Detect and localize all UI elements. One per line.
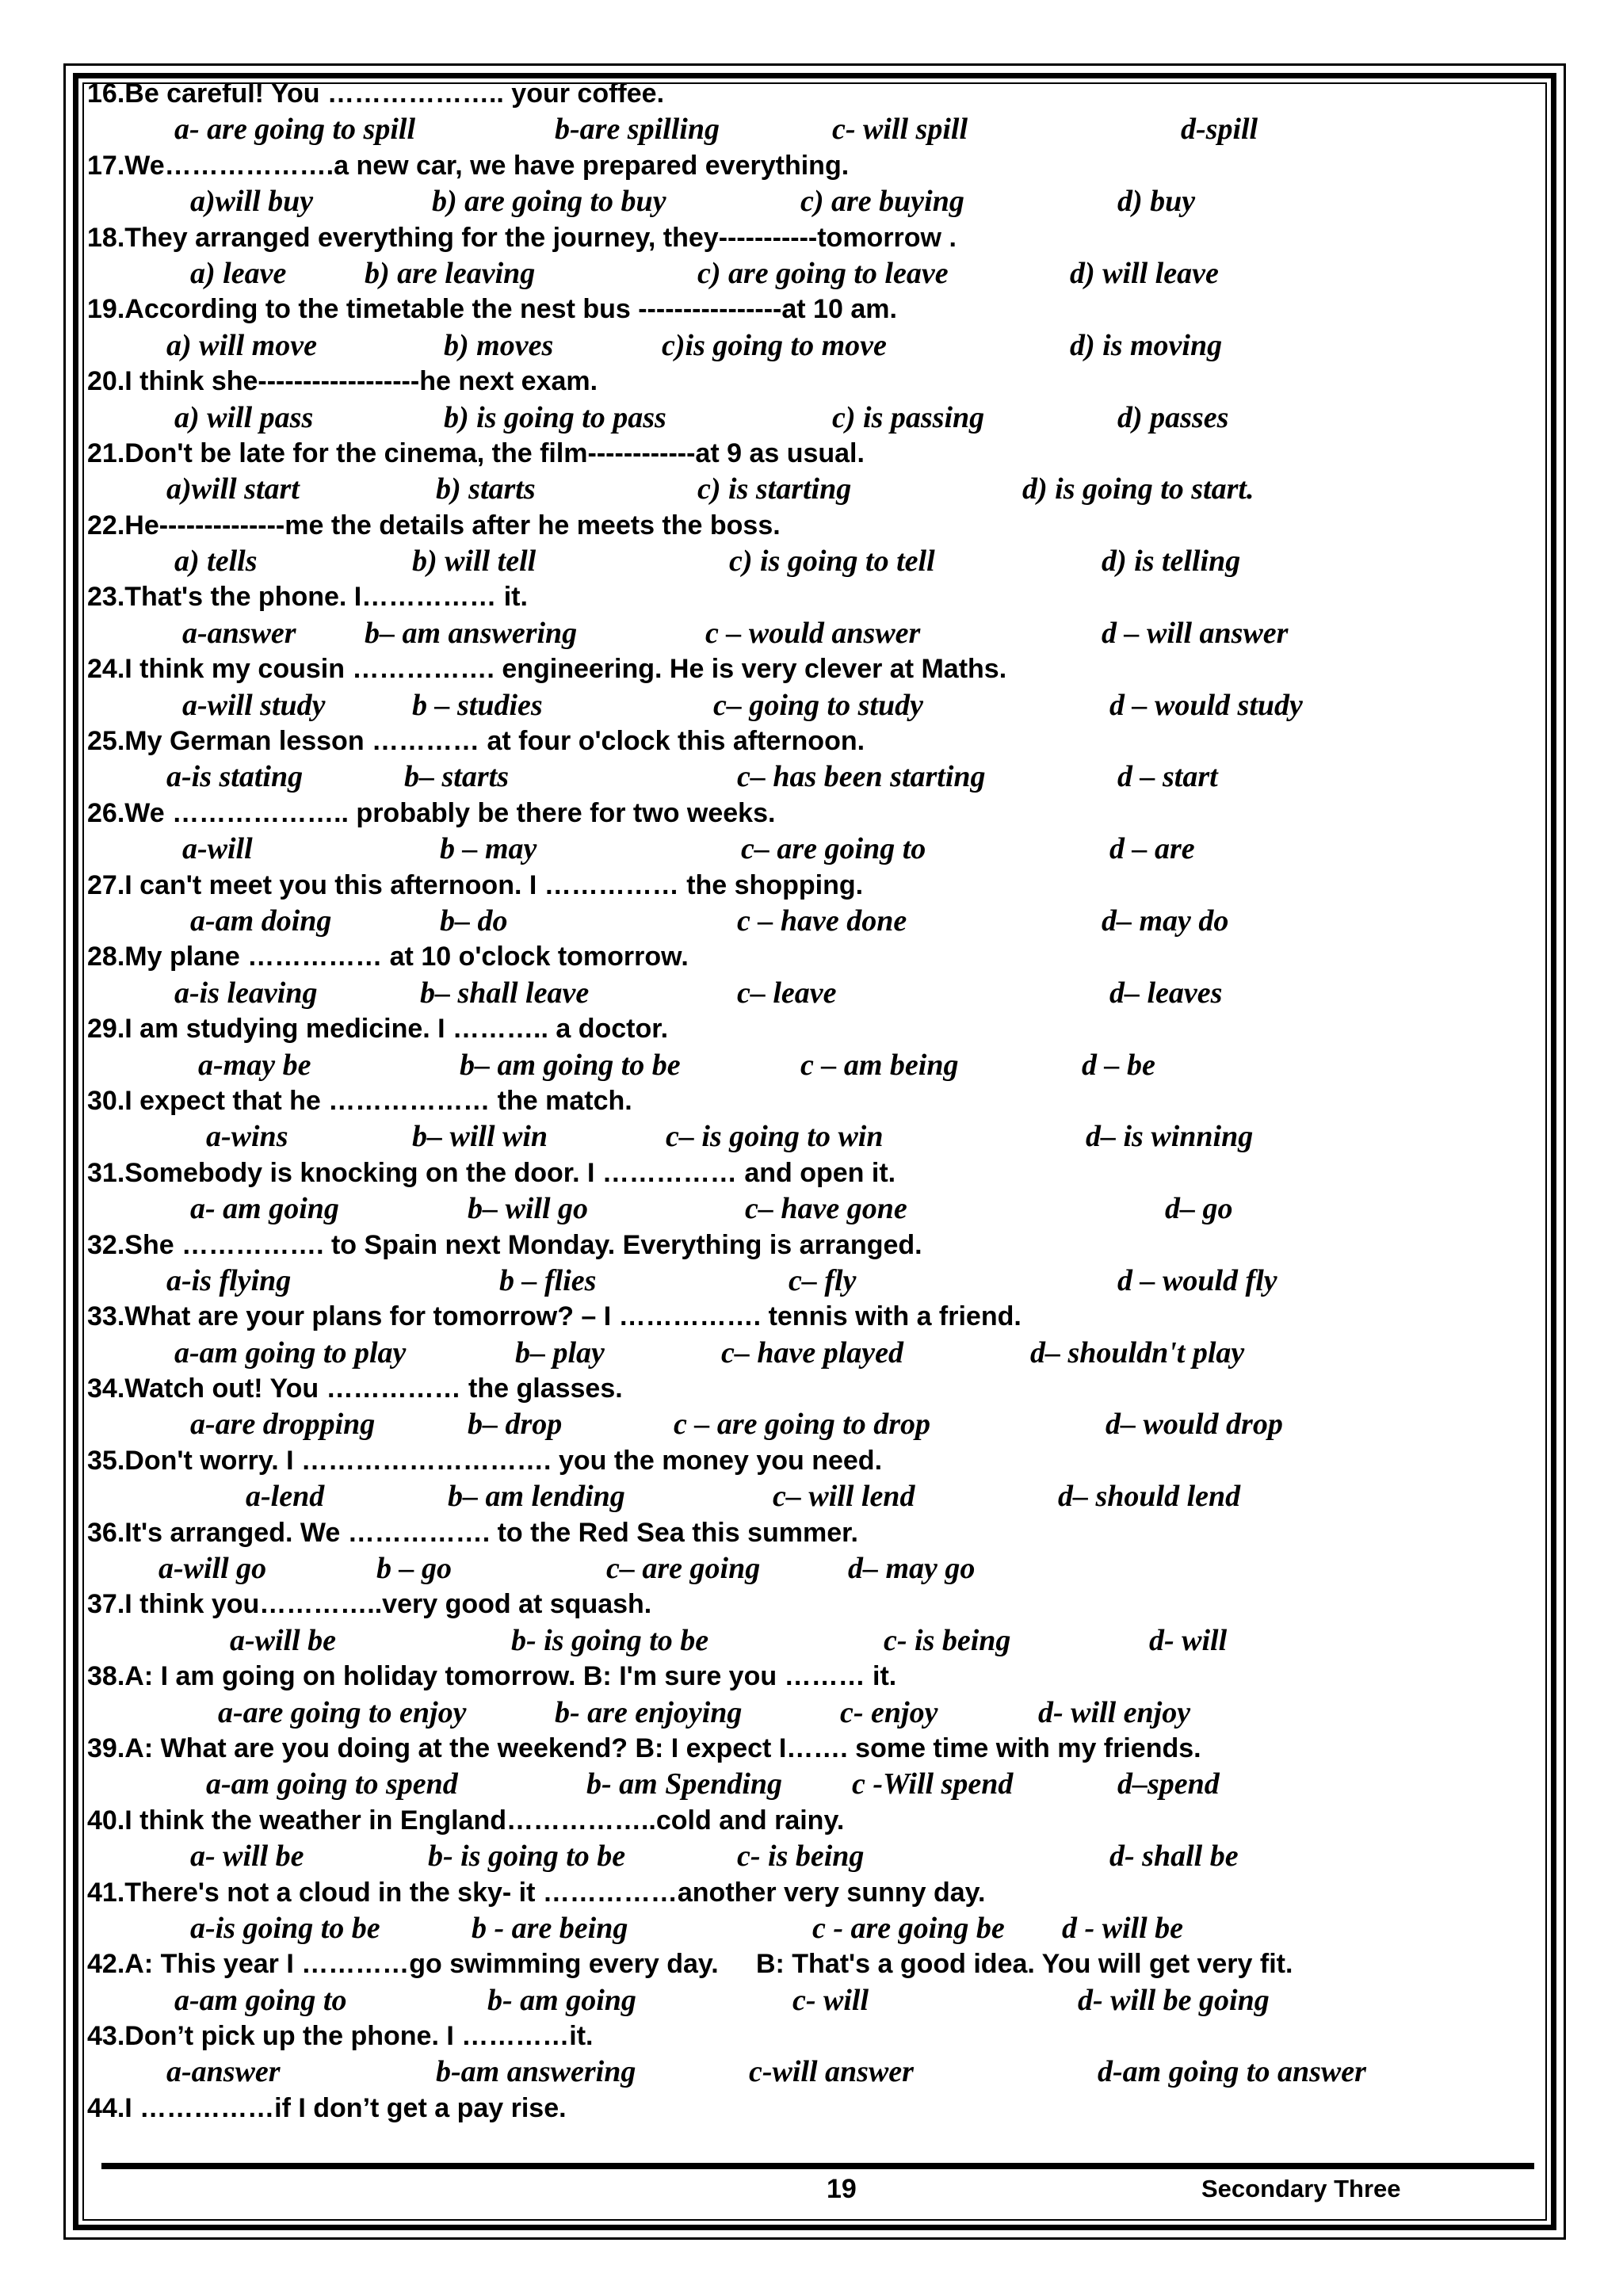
answer-option: b- is going to be bbox=[428, 1839, 626, 1874]
answer-options bbox=[87, 544, 1537, 579]
answer-option: a-am going to bbox=[174, 1983, 347, 2017]
answer-option: d– may go bbox=[848, 1552, 976, 1586]
answer-option: a-am going to play bbox=[174, 1335, 407, 1370]
answer-option: a-will study bbox=[182, 688, 326, 722]
answer-option: b– will win bbox=[412, 1120, 548, 1154]
answer-option: a-is flying bbox=[166, 1263, 292, 1297]
question-stem: 42.A: This year I …………go swimming every day. B: That's a good idea. You will get very fit. bbox=[87, 1949, 1293, 1980]
answer-option: c- enjoy bbox=[840, 1695, 938, 1729]
answer-option: b- am going bbox=[487, 1983, 636, 2017]
question-item bbox=[87, 724, 1537, 796]
question-item bbox=[87, 868, 1537, 940]
answer-option: b – flies bbox=[499, 1263, 597, 1297]
answer-options bbox=[87, 976, 1537, 1011]
answer-option: d) is moving bbox=[1070, 328, 1223, 362]
question-item bbox=[87, 1515, 1537, 1587]
question-item bbox=[87, 1875, 1537, 1947]
answer-option: d – will answer bbox=[1102, 616, 1289, 650]
answer-options bbox=[87, 400, 1537, 436]
answer-options bbox=[87, 831, 1537, 867]
answer-option: d) is going to start. bbox=[1022, 472, 1254, 506]
answer-option: d) will leave bbox=[1070, 256, 1219, 290]
answer-option: b) is going to pass bbox=[444, 400, 666, 434]
question-stem: 20.I think she------------------he next exam. bbox=[87, 366, 598, 397]
question-stem: 38.A: I am going on holiday tomorrow. B: I'm sure you ……… it. bbox=[87, 1661, 897, 1692]
question-stem: 29.I am studying medicine. I ……….. a doctor. bbox=[87, 1014, 669, 1045]
answer-option: a- am going bbox=[190, 1192, 339, 1226]
answer-option: c – would answer bbox=[705, 616, 921, 650]
answer-options bbox=[87, 2054, 1537, 2090]
answer-option: d) buy bbox=[1117, 185, 1196, 219]
question-stem: 43.Don’t pick up the phone. I …………it. bbox=[87, 2021, 594, 2052]
answer-option: b– drop bbox=[468, 1408, 563, 1442]
answer-options bbox=[87, 759, 1537, 795]
question-stem: 26.We ……………….. probably be there for two weeks. bbox=[87, 797, 776, 828]
answer-options bbox=[87, 1191, 1537, 1227]
question-item bbox=[87, 292, 1537, 364]
question-item bbox=[87, 1083, 1537, 1156]
question-stem: 41.There's not a cloud in the sky- it ……………another very sunny day. bbox=[87, 1877, 986, 1908]
question-item bbox=[87, 2019, 1537, 2091]
answer-option: c -Will spend bbox=[852, 1767, 1014, 1801]
question-item bbox=[87, 76, 1537, 148]
answer-option: c– will lend bbox=[773, 1480, 915, 1514]
question-item bbox=[87, 1371, 1537, 1443]
page-number: 19 bbox=[827, 2174, 857, 2204]
question-item bbox=[87, 1731, 1537, 1803]
answer-option: d- will enjoy bbox=[1038, 1695, 1191, 1729]
answer-option: c – have done bbox=[737, 904, 907, 938]
answer-option: b– will go bbox=[468, 1192, 589, 1226]
question-stem: 36.It's arranged. We ……………. to the Red Sea this summer. bbox=[87, 1517, 858, 1548]
answer-option: c- is being bbox=[884, 1623, 1011, 1657]
question-stem: 30.I expect that he ……………… the match. bbox=[87, 1085, 632, 1116]
answer-option: a-will be bbox=[230, 1623, 337, 1657]
question-item bbox=[87, 939, 1537, 1011]
answer-option: b – may bbox=[440, 832, 537, 866]
answer-option: c– are going to bbox=[741, 832, 926, 866]
answer-option: b– starts bbox=[404, 760, 509, 794]
answer-option: b– shall leave bbox=[420, 976, 590, 1010]
answer-options bbox=[87, 112, 1537, 147]
answer-option: c – are going to drop bbox=[674, 1408, 931, 1442]
answer-options bbox=[87, 1839, 1537, 1874]
answer-options bbox=[87, 328, 1537, 364]
answer-options bbox=[87, 1479, 1537, 1515]
answer-option: c-will answer bbox=[749, 2055, 914, 2089]
answer-option: b-am answering bbox=[436, 2055, 636, 2089]
question-item bbox=[87, 651, 1537, 724]
answer-options bbox=[87, 1263, 1537, 1299]
answer-option: a-are going to enjoy bbox=[218, 1695, 467, 1729]
answer-option: d – are bbox=[1109, 832, 1195, 866]
answer-option: b– am going to be bbox=[460, 1048, 681, 1082]
answer-option: a-wins bbox=[206, 1120, 288, 1154]
answer-option: c) are going to leave bbox=[697, 256, 949, 290]
question-item bbox=[87, 1156, 1537, 1228]
footer-rule bbox=[101, 2163, 1534, 2169]
answer-option: c) are buying bbox=[800, 185, 964, 219]
answer-option: d-spill bbox=[1181, 113, 1258, 147]
answer-options bbox=[87, 1551, 1537, 1587]
question-stem: 31.Somebody is knocking on the door. I …………… and open it. bbox=[87, 1157, 896, 1188]
answer-option: c – am being bbox=[800, 1048, 959, 1082]
answer-option: a-may be bbox=[198, 1048, 311, 1082]
answer-option: a)will start bbox=[166, 472, 300, 506]
answer-option: c– is going to win bbox=[666, 1120, 884, 1154]
answer-option: d - will be bbox=[1062, 1911, 1184, 1945]
answer-options bbox=[87, 1983, 1537, 2019]
question-stem: 24.I think my cousin ……………. engineering. He is very clever at Maths. bbox=[87, 654, 1007, 685]
answer-option: a) will move bbox=[166, 328, 317, 362]
question-item bbox=[87, 1803, 1537, 1875]
answer-option: a-lend bbox=[246, 1480, 325, 1514]
question-stem: 27.I can't meet you this afternoon. I …………… the shopping. bbox=[87, 869, 864, 900]
question-item bbox=[87, 148, 1537, 220]
answer-option: b- am Spending bbox=[586, 1767, 783, 1801]
question-item bbox=[87, 436, 1537, 508]
question-item bbox=[87, 364, 1537, 436]
answer-option: d – be bbox=[1082, 1048, 1155, 1082]
answer-option: d– should lend bbox=[1058, 1480, 1241, 1514]
answer-option: a-is leaving bbox=[174, 976, 318, 1010]
answer-options bbox=[87, 1335, 1537, 1371]
answer-options bbox=[87, 184, 1537, 220]
question-stem: 22.He--------------me the details after he meets the boss. bbox=[87, 510, 781, 541]
answer-option: a- will be bbox=[190, 1839, 304, 1874]
series-title: Secondary Three bbox=[1201, 2175, 1401, 2202]
answer-option: c– have played bbox=[721, 1335, 904, 1370]
question-item bbox=[87, 1443, 1537, 1515]
answer-option: a-is going to be bbox=[190, 1911, 380, 1945]
answer-option: a-am going to spend bbox=[206, 1767, 458, 1801]
answer-options bbox=[87, 1407, 1537, 1442]
answer-option: c– fly bbox=[789, 1263, 857, 1297]
answer-option: a-will go bbox=[158, 1552, 267, 1586]
answer-option: b) starts bbox=[436, 472, 536, 506]
question-stem: 19.According to the timetable the nest bus ----------------at 10 am. bbox=[87, 294, 897, 325]
answer-options bbox=[87, 1623, 1537, 1659]
question-stem: 34.Watch out! You …………… the glasses. bbox=[87, 1373, 623, 1404]
answer-option: b– am lending bbox=[448, 1480, 625, 1514]
answer-options bbox=[87, 904, 1537, 939]
question-stem: 32.She ……………. to Spain next Monday. Everything is arranged. bbox=[87, 1229, 922, 1260]
answer-option: d – would study bbox=[1109, 688, 1303, 722]
answer-option: b– am answering bbox=[365, 616, 578, 650]
answer-option: b - are being bbox=[472, 1911, 628, 1945]
question-item bbox=[87, 508, 1537, 580]
answer-option: d– may do bbox=[1102, 904, 1229, 938]
answer-option: d– leaves bbox=[1109, 976, 1223, 1010]
answer-option: d – would fly bbox=[1117, 1263, 1277, 1297]
question-item bbox=[87, 1011, 1537, 1083]
answer-option: b- is going to be bbox=[511, 1623, 709, 1657]
question-stem: 40.I think the weather in England……………..cold and rainy. bbox=[87, 1805, 845, 1836]
question-stem: 17.We……………….a new car, we have prepared everything. bbox=[87, 150, 850, 181]
answer-option: b- are enjoying bbox=[555, 1695, 743, 1729]
question-list bbox=[87, 76, 1537, 2126]
answer-option: b) moves bbox=[444, 328, 554, 362]
answer-option: b– play bbox=[515, 1335, 605, 1370]
answer-option: d- shall be bbox=[1109, 1839, 1239, 1874]
question-stem: 21.Don't be late for the cinema, the film------------at 9 as usual. bbox=[87, 437, 865, 468]
question-stem: 23.That's the phone. I…………… it. bbox=[87, 582, 528, 613]
answer-options bbox=[87, 1911, 1537, 1946]
question-item bbox=[87, 1299, 1537, 1371]
answer-option: a-is stating bbox=[166, 760, 304, 794]
question-item bbox=[87, 579, 1537, 651]
answer-option: c) is going to tell bbox=[729, 544, 935, 579]
answer-options bbox=[87, 1695, 1537, 1731]
answer-option: c– are going bbox=[606, 1552, 761, 1586]
answer-option: c– leave bbox=[737, 976, 837, 1010]
answer-option: a)will buy bbox=[190, 185, 314, 219]
question-item bbox=[87, 1228, 1537, 1300]
answer-option: d – start bbox=[1117, 760, 1218, 794]
answer-options bbox=[87, 256, 1537, 292]
answer-option: d–spend bbox=[1117, 1767, 1220, 1801]
question-stem: 25.My German lesson ………… at four o'clock this afternoon. bbox=[87, 726, 865, 757]
question-stem: 37.I think you…………..very good at squash. bbox=[87, 1589, 652, 1620]
question-item bbox=[87, 220, 1537, 292]
answer-option: d) passes bbox=[1117, 400, 1229, 434]
question-stem: 35.Don't worry. I ………………………. you the money you need. bbox=[87, 1445, 883, 1476]
question-item bbox=[87, 1946, 1537, 2019]
answer-options bbox=[87, 472, 1537, 507]
answer-option: c- is being bbox=[737, 1839, 865, 1874]
answer-option: a- are going to spill bbox=[174, 113, 416, 147]
answer-option: c- will spill bbox=[832, 113, 968, 147]
answer-option: c) is passing bbox=[832, 400, 985, 434]
answer-option: d) is telling bbox=[1102, 544, 1241, 579]
answer-options bbox=[87, 616, 1537, 651]
question-stem: 18.They arranged everything for the journey, they-----------tomorrow . bbox=[87, 222, 957, 253]
answer-option: b) will tell bbox=[412, 544, 537, 579]
question-stem: 33.What are your plans for tomorrow? – I ……………. tennis with a friend. bbox=[87, 1301, 1022, 1332]
answer-options bbox=[87, 1767, 1537, 1802]
answer-option: d- will bbox=[1149, 1623, 1228, 1657]
answer-option: c) is starting bbox=[697, 472, 852, 506]
answer-option: c– going to study bbox=[713, 688, 923, 722]
answer-option: d- will be going bbox=[1078, 1983, 1270, 2017]
answer-option: b – go bbox=[376, 1552, 452, 1586]
answer-option: c– have gone bbox=[745, 1192, 907, 1226]
answer-option: b) are going to buy bbox=[432, 185, 666, 219]
answer-option: d– shouldn't play bbox=[1030, 1335, 1245, 1370]
question-item bbox=[87, 2091, 1537, 2126]
answer-option: b-are spilling bbox=[555, 113, 720, 147]
answer-option: b– do bbox=[440, 904, 508, 938]
answer-option: d– go bbox=[1165, 1192, 1233, 1226]
question-stem: 28.My plane …………… at 10 o'clock tomorrow. bbox=[87, 942, 689, 972]
question-stem: 44.I ……………if I don’t get a pay rise. bbox=[87, 2092, 567, 2123]
answer-options bbox=[87, 1048, 1537, 1083]
answer-option: c - are going be bbox=[812, 1911, 1005, 1945]
question-stem: 16.Be careful! You ……………….. your coffee. bbox=[87, 78, 665, 109]
answer-options bbox=[87, 688, 1537, 724]
answer-option: c– has been starting bbox=[737, 760, 986, 794]
question-item bbox=[87, 796, 1537, 868]
question-stem: 39.A: What are you doing at the weekend? B: I expect I……. some time with my friends. bbox=[87, 1733, 1201, 1763]
answer-option: a-answer bbox=[166, 2055, 281, 2089]
answer-option: c)is going to move bbox=[662, 328, 887, 362]
answer-option: c- will bbox=[792, 1983, 869, 2017]
answer-option: a-will bbox=[182, 832, 253, 866]
answer-option: a-are dropping bbox=[190, 1408, 376, 1442]
answer-option: a-answer bbox=[182, 616, 296, 650]
answer-option: d– is winning bbox=[1086, 1120, 1254, 1154]
answer-option: a) leave bbox=[190, 256, 287, 290]
answer-option: b – studies bbox=[412, 688, 543, 722]
answer-option: b) are leaving bbox=[365, 256, 536, 290]
answer-option: d– would drop bbox=[1106, 1408, 1283, 1442]
answer-option: a-am doing bbox=[190, 904, 332, 938]
question-item bbox=[87, 1659, 1537, 1731]
answer-option: d-am going to answer bbox=[1098, 2055, 1366, 2089]
answer-options bbox=[87, 1119, 1537, 1155]
question-item bbox=[87, 1587, 1537, 1659]
answer-option: a) tells bbox=[174, 544, 258, 579]
answer-option: a) will pass bbox=[174, 400, 314, 434]
